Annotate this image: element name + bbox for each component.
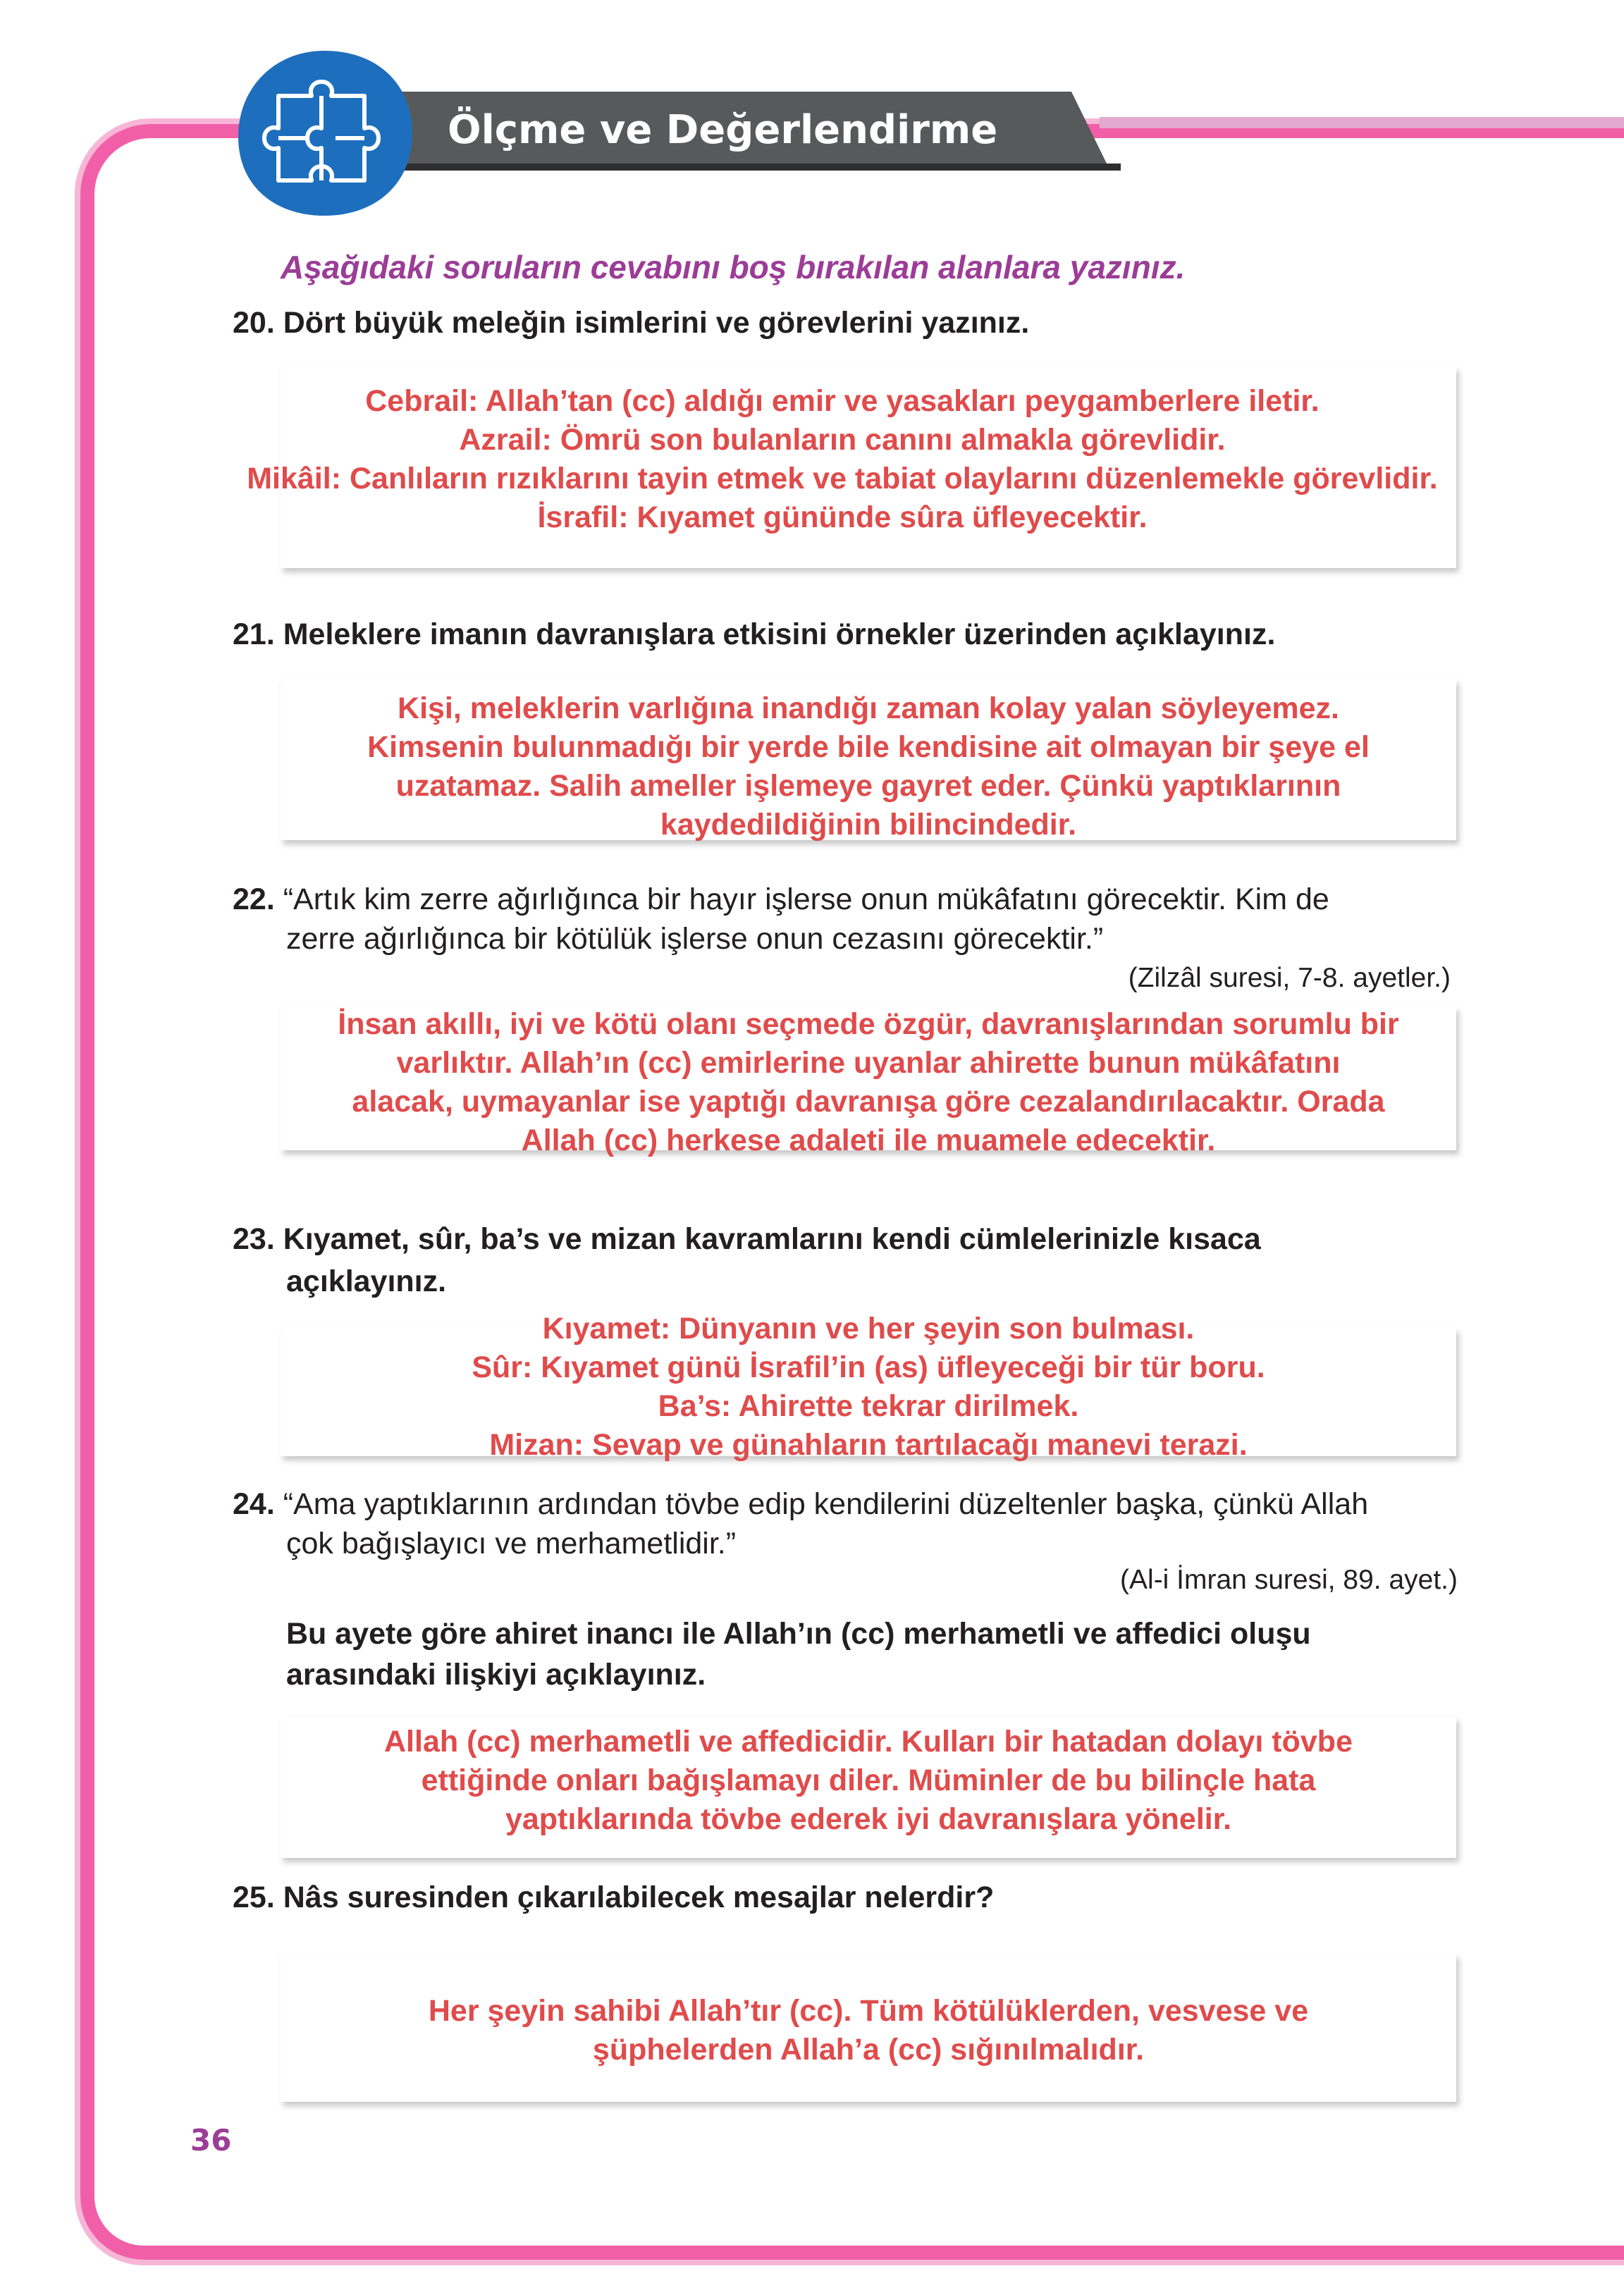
question-number: 23. [233,1222,275,1256]
question-24 [233,1484,1368,1525]
answer-line: Kıyamet: Dünyanın ve her şeyin son bulması. [542,1312,1195,1346]
question-24-line-2: çok bağışlayıcı ve merhametlidir.” [286,1527,737,1560]
answer-line: Ba’s: Ahirette tekrar dirilmek. [658,1389,1079,1423]
question-number: 24. [233,1487,275,1521]
question-number: 21. [233,617,275,651]
answer-line: şüphelerden Allah’a (cc) sığınılmalıdır. [592,2033,1145,2067]
question-22 [233,880,1329,920]
answer-line: Mizan: Sevap ve günahların tartılacağı manevi terazi. [489,1428,1248,1462]
answer-20 [204,382,1480,537]
answer-line: Allah (cc) merhametli ve affedicidir. Kulları bir hatadan dolayı tövbe [384,1725,1353,1759]
answer-line: Azrail: Ömrü son bulanların canını almakla görevlidir. [459,423,1226,457]
question-21 [233,615,1275,655]
question-text: Nâs suresinden çıkarılabilecek mesajlar nelerdir? [283,1880,995,1914]
answer-23 [281,1310,1456,1465]
quote-source-24: (Al-i İmran suresi, 89. ayet.) [1120,1565,1458,1595]
question-number: 22. [233,882,275,916]
answer-line: Kimsenin bulunmadığı bir yerde bile kendisine ait olmayan bir şeye el [367,730,1370,764]
question-number: 20. [233,306,275,340]
answer-line: kaydedildiğinin bilincindedir. [660,808,1077,842]
answer-line: Her şeyin sahibi Allah’tır (cc). Tüm kötülüklerden, vesvese ve [428,1994,1309,2028]
answer-line: Cebrail: Allah’tan (cc) aldığı emir ve yasakları peygamberlere iletir. [365,384,1320,418]
answer-line: ettiğinde onları bağışlamayı diler. Müminler de bu bilinçle hata [421,1763,1316,1797]
question-text: Dört büyük meleğin isimlerini ve görevlerini yazınız. [283,306,1030,340]
question-quote-line: “Artık kim zerre ağırlığınca bir hayır işlerse onun mükâfatını görecektir. Kim de [283,882,1329,916]
quote-source-22: (Zilzâl suresi, 7-8. ayetler.) [1128,963,1451,993]
question-23 [233,1219,1261,1260]
question-24-prompt-line-1: Bu ayete göre ahiret inancı ile Allah’ın (cc) merhametli ve affedici oluşu [286,1617,1311,1651]
answer-24 [281,1723,1456,1839]
answer-line: varlıktır. Allah’ın (cc) emirlerine uyanlar ahirette bunun mükâfatını [396,1046,1341,1080]
puzzle-icon [233,45,416,221]
answer-line: Sûr: Kıyamet günü İsrafil’in (as) üfleyeceği bir tür boru. [472,1350,1265,1384]
question-22-line-2: zerre ağırlığınca bir kötülük işlerse onun cezasını görecektir.” [286,922,1104,956]
question-number: 25. [233,1880,275,1914]
frame-top-stripe [1100,117,1624,128]
answer-line: Mikâil: Canlıların rızıklarını tayin etmek ve tabiat olaylarını düzenlemekle görevlidir. [247,462,1438,495]
instruction-text: Aşağıdaki soruların cevabını boş bırakılan alanlara yazınız. [281,249,1186,285]
question-text: Meleklere imanın davranışlara etkisini örnekler üzerinden açıklayınız. [283,617,1276,651]
section-title: Ölçme ve Değerlendirme [448,107,998,153]
answer-line: İnsan akıllı, iyi ve kötü olanı seçmede özgür, davranışlarından sorumlu bir [338,1007,1399,1041]
page-number: 36 [190,2123,232,2157]
question-20 [233,303,1029,343]
answer-line: uzatamaz. Salih ameller işlemeye gayret eder. Çünkü yaptıklarının [395,769,1341,803]
answer-25 [281,1992,1456,2069]
answer-line: Allah (cc) herkese adaleti ile muamele edecektir. [521,1124,1216,1157]
question-25 [233,1878,994,1918]
answer-line: Kişi, meleklerin varlığına inandığı zaman kolay yalan söyleyemez. [398,691,1339,725]
question-quote-line: “Ama yaptıklarının ardından tövbe edip kendilerini düzeltenler başka, çünkü Allah [283,1487,1369,1521]
answer-line: yaptıklarında tövbe ederek iyi davranışlara yönelir. [505,1802,1232,1836]
answer-21 [281,689,1456,844]
question-23-line-2: açıklayınız. [286,1264,447,1298]
question-text: Kıyamet, sûr, ba’s ve mizan kavramlarını kendi cümlelerinizle kısaca [283,1222,1261,1256]
question-24-prompt-line-2: arasındaki ilişkiyi açıklayınız. [286,1658,706,1692]
header-band-shadow [367,164,1121,171]
answer-line: İsrafil: Kıyamet gününde sûra üfleyecektir. [537,500,1148,534]
answer-22 [254,1005,1483,1160]
answer-line: alacak, uymayanlar ise yaptığı davranışa göre cezalandırılacaktır. Orada [352,1085,1385,1119]
